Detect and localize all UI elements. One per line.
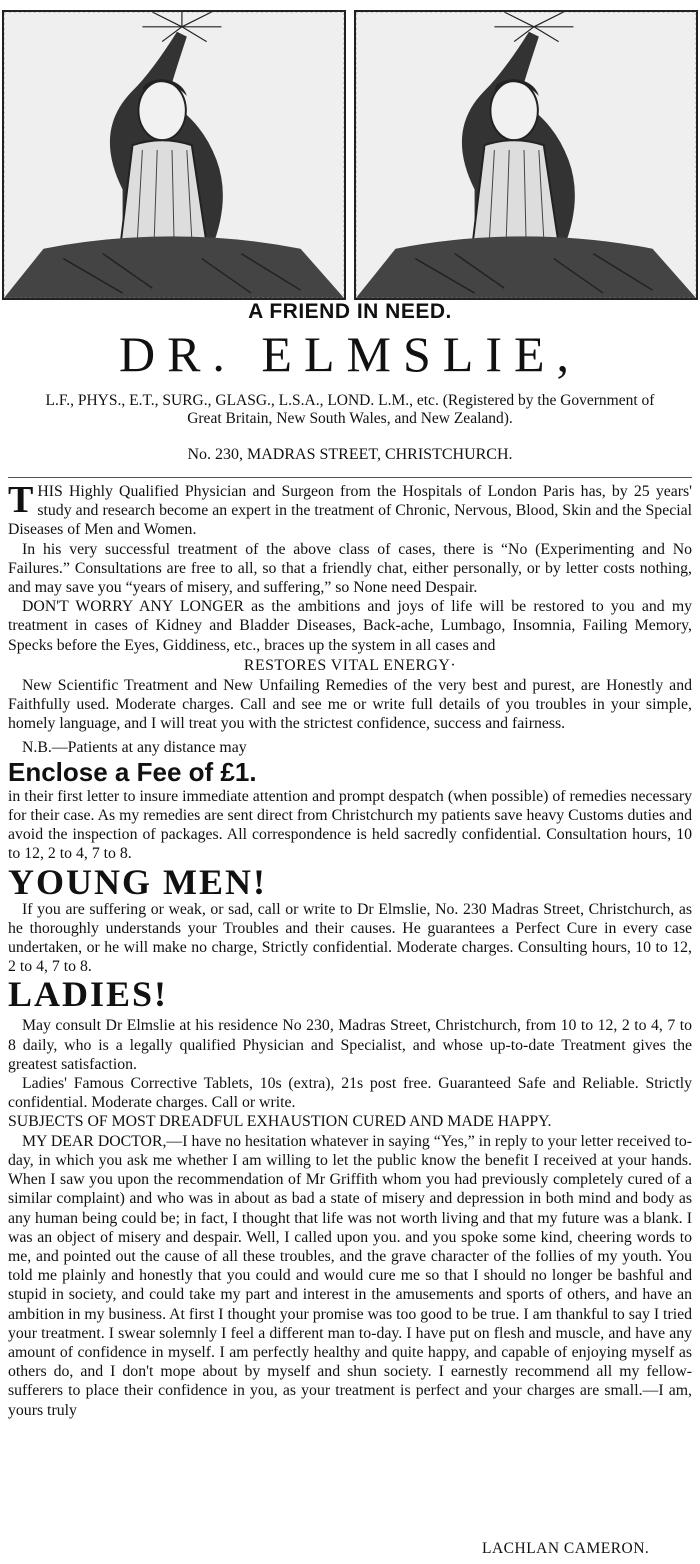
intro-paragraph xyxy=(8,479,692,540)
dont-worry-paragraph: DON'T WORRY ANY LONGER as the ambitions and joys of life will be restored to you and my treatment in cases of Kidney and Bladder Diseases, Back-ache, Lumbago, Insomnia, Failing Memory, Specks before the Eyes, Giddiness, etc., braces up the system in all cases and xyxy=(8,598,692,654)
young-men-paragraph: If you are suffering or weak, or sad, call or write to Dr Elmslie, No. 230 Madras Street, Christchurch, as he thoroughly understands your Troubles and their causes. He guarantees a Perfect Cure in every case undertaken, or he will make no charge, Strictly confidential. Moderate charges. Consulting hours, 10 to 12, 2 to 4, 7 to 8. xyxy=(8,900,692,976)
credentials: L.F., PHYS., E.T., SURG., GLASG., L.S.A., LOND. L.M., etc. (Registered by the Government of Great Britain, New South Wales, and New Zealand). xyxy=(45,392,655,427)
signature: LACHLAN CAMERON. xyxy=(482,1540,650,1557)
address: No. 230, MADRAS STREET, CHRISTCHURCH. xyxy=(187,446,513,463)
intro-text: HIS Highly Qualified Physician and Surgeon from the Hospitals of London Paris has, by 25 years' study and research become an expert in the treatment of Chronic, Nervous, Blood, Skin and the Special Diseases of Men and Women. xyxy=(8,483,692,539)
nb-line: N.B.—Patients at any distance may xyxy=(22,738,247,756)
subjects-heading: SUBJECTS OF MOST DREADFUL EXHAUSTION CURED AND MADE HAPPY. xyxy=(8,1113,552,1131)
illustration-woman-with-torch-left xyxy=(2,10,346,300)
headline: A FRIEND IN NEED. xyxy=(248,300,452,323)
drop-cap: T xyxy=(8,479,34,521)
scientific-paragraph: New Scientific Treatment and New Unfailing Remedies of the very best and purest, are Honestly and Faithfully used. Moderate charges. Call and see me or write full details of you troubles in your simple, homely language, and I will treat you with the strictest confidence, success and fairness. xyxy=(8,677,692,733)
doctor-name: DR. ELMSLIE, xyxy=(118,326,582,382)
fee-heading: Enclose a Fee of £1. xyxy=(8,756,257,787)
fee-paragraph: in their first letter to insure immediate attention and prompt despatch (when possible) of remedies necessary for their case. As my remedies are sent direct from Christchurch my patients save heavy Customs duties and avoid the inspection of packages. All correspondence is held sacredly confidential. Consultation hours, 10 to 12, 2 to 4, 7 to 8. xyxy=(8,787,692,863)
advert-body xyxy=(8,479,692,1420)
divider xyxy=(8,477,692,478)
treatment-paragraph: In his very successful treatment of the above class of cases, there is “No (Experimenting and No Failures.” Consultations are free to all, so that a friendly chat, either personally, or by letter costs nothing, and may save you “years of misery, and suffering,” so None need Despair. xyxy=(8,540,692,597)
tablets-paragraph: Ladies' Famous Corrective Tablets, 10s (extra), 21s post free. Guaranteed Safe and Reliable. Strictly confidential. Moderate charges. Call or write. xyxy=(8,1075,692,1112)
illustration-woman-with-torch-right xyxy=(354,10,698,300)
woman-with-torch-icon xyxy=(4,12,344,298)
testimonial-paragraph: MY DEAR DOCTOR,—I have no hesitation whatever in saying “Yes,” in reply to your letter received to-day, in which you ask me whether I am willing to let the public know the benefit I received at your hands. When I saw you upon the recommendation of Mr Griffith whom you had previously completely cured of a similar complaint) and who was in about as bad a state of misery and depression in both mind and body as any human being could be; in fact, I thought that life was not worth living and that my future was a blank. I was an object of misery and despair. Well, I called upon you. and you spoke some kind, cheering words to me, and pointed out the cause of all these troubles, and the grave character of the follies of my youth. You told me plainly and honestly that you could and would cure me so that I should no longer be bashful and stupid in society, and could take my part and interest in the amusements and sports of others, and have an ambition in my business. At first I thought your promise was too good to be true. I am thankful to say I tried your treatment. I swear solemnly I feel a different man to-day. I have put on flesh and muscle, and have any amount of confidence in myself. I am perfectly healthy and quite happy, and capable of enjoying myself as others do, and I don't mope about by myself and shun society. I earnestly recommend all my fellow-sufferers to place their confidence in you, as your treatment is perfect and your charges are small.—I am, yours truly xyxy=(8,1132,692,1419)
ladies-heading: LADIES! xyxy=(8,974,169,1015)
illustration-row xyxy=(0,10,700,300)
woman-with-torch-icon xyxy=(356,12,696,298)
restores-heading: RESTORES VITAL ENERGY· xyxy=(243,656,457,674)
ladies-paragraph: May consult Dr Elmslie at his residence No 230, Madras Street, Christchurch, from 10 to 12, 2 to 4, 7 to 8 daily, who is a legally qualified Physician and Specialist, and whose up-to-date Treatment gives the greatest satisfaction. xyxy=(8,1017,692,1073)
young-men-heading: YOUNG MEN! xyxy=(8,861,267,902)
